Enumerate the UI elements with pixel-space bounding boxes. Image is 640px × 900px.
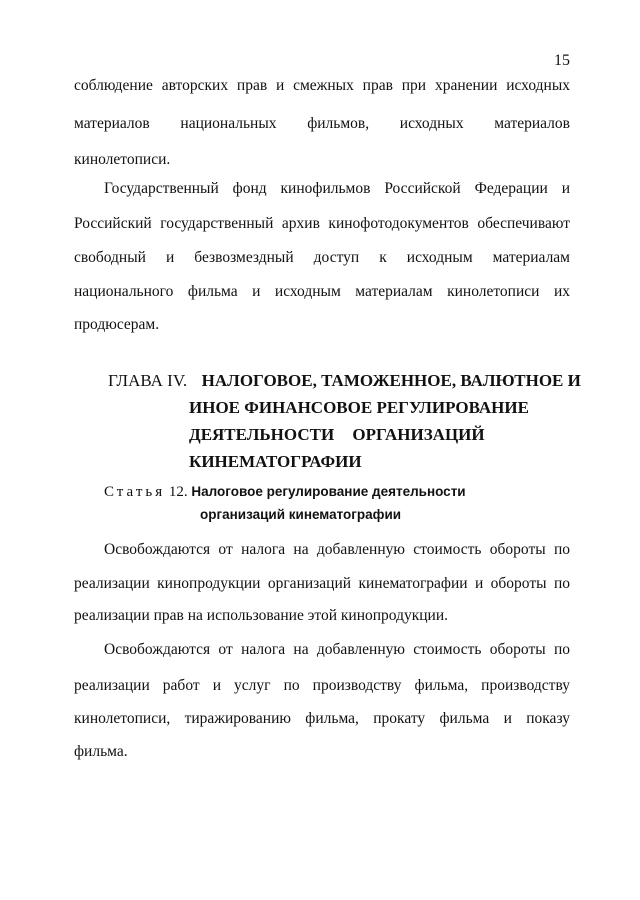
paragraph-1-line-1: Освобождаются от налога на добавленную стоимость обороты по: [104, 541, 570, 558]
paragraph-2-line-3: кинолетописи, тиражированию фильма, прокату фильма и показу: [74, 710, 570, 727]
article-number: 12.: [168, 484, 188, 500]
chapter-title-line-2: ИНОЕ ФИНАНСОВОЕ РЕГУЛИРОВАНИЕ: [189, 398, 529, 417]
access-line-4: национального фильма и исходным материалам кинолетописи их: [74, 283, 570, 300]
access-line-3: свободный и безвозмездный доступ к исходным материалам: [74, 249, 570, 266]
paragraph-2-line-4: фильма.: [74, 743, 128, 760]
article-label: Статья: [104, 484, 166, 500]
intro-line-1: соблюдение авторских прав и смежных прав при хранении исходных: [74, 77, 570, 94]
intro-line-2: материалов национальных фильмов, исходных материалов: [74, 115, 570, 132]
access-line-5: продюсерам.: [74, 316, 160, 333]
access-line-2: Российский государственный архив кинофотодокументов обеспечивают: [74, 215, 570, 232]
chapter-title-line-4: КИНЕМАТОГРАФИИ: [189, 452, 362, 471]
chapter-title-line-1: НАЛОГОВОЕ, ТАМОЖЕННОЕ, ВАЛЮТНОЕ И: [201, 371, 581, 390]
chapter-title-line-3: ДЕЯТЕЛЬНОСТИ ОРГАНИЗАЦИЙ: [189, 425, 485, 444]
paragraph-1-line-2: реализации кинопродукции организаций кинематографии и обороты по: [74, 575, 570, 592]
chapter-prefix: ГЛАВА IV.: [108, 371, 188, 390]
paragraph-2-line-1: Освобождаются от налога на добавленную стоимость обороты по: [104, 641, 570, 658]
article-title-line-2-wrap: [200, 505, 401, 525]
access-line-1: Государственный фонд кинофильмов Российской Федерации и: [104, 180, 570, 197]
article-title-line-2: организаций кинематографии: [200, 507, 402, 522]
paragraph-2-line-2: реализации работ и услуг по производству фильма, производству: [74, 677, 570, 694]
intro-line-3: кинолетописи.: [74, 151, 171, 168]
chapter-heading-line-1: [108, 370, 581, 392]
paragraph-1-line-3: реализации прав на использование этой кинопродукции.: [74, 607, 449, 624]
article-title-line-1: Налоговое регулирование деятельности: [191, 484, 466, 499]
article-heading: [104, 482, 466, 502]
page-number: 15: [554, 52, 570, 69]
